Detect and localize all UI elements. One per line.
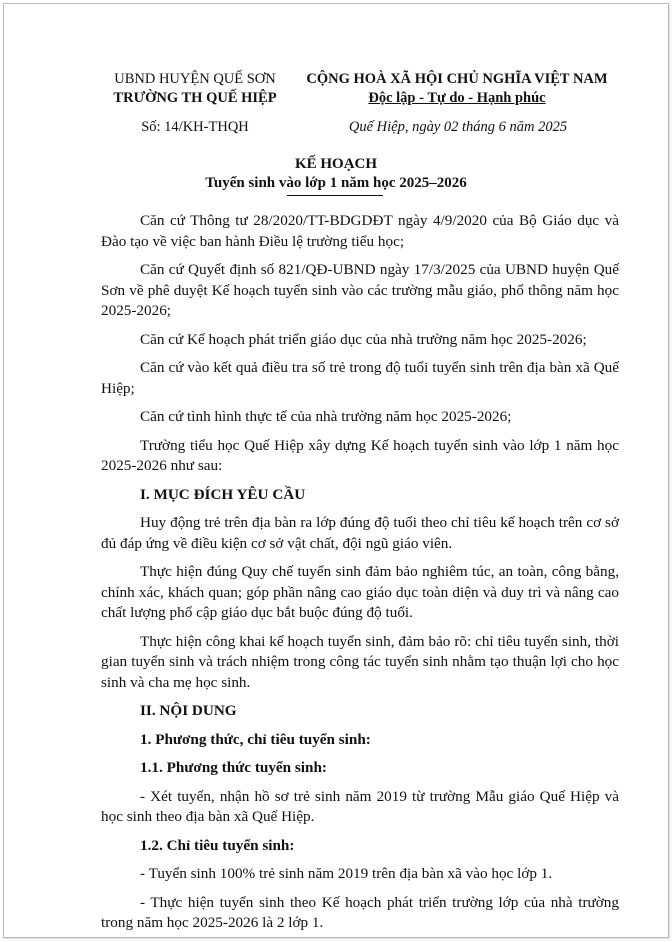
document-subtitle: Tuyển sinh vào lớp 1 năm học 2025–2026 — [205, 175, 467, 191]
legal-basis-5: Căn cứ tình hình thực tế của nhà trường năm học 2025-2026; — [140, 408, 512, 425]
legal-basis-2: Căn cứ Quyết định số 821/QĐ-UBND ngày 17/3/2025 của UBND huyện Quế Sơn về phê duyệt Kế hoạch tuyển sinh vào các trường mẫu giáo, phổ thông năm học 2025-2026; — [101, 261, 619, 319]
document-title: KẾ HOẠCH — [294, 156, 378, 172]
issuer-authority: UBND HUYỆN QUẾ SƠN — [114, 71, 276, 87]
quota-paragraph-1: - Tuyển sinh 100% trẻ sinh năm 2019 trên địa bàn xã vào học lớp 1. — [140, 865, 553, 882]
issuer-school: TRƯỜNG TH QUẾ HIỆP — [113, 90, 277, 106]
issuer-block — [100, 70, 290, 108]
document-number: Số: 14/KH-THQH — [141, 119, 249, 135]
legal-basis-3: Căn cứ Kế hoạch phát triển giáo dục của nhà trường năm học 2025-2026; — [140, 330, 587, 348]
national-title: CỘNG HOÀ XÃ HỘI CHỦ NGHĨA VIỆT NAM — [306, 71, 608, 87]
purpose-paragraph-2: Thực hiện đúng Quy chế tuyển sinh đảm bảo nghiêm túc, an toàn, công bằng, chính xác, khách quan; góp phần nâng cao giáo dục toàn diện và duy trì và nâng cao chất lượng phổ cập giáo dục bắt buộc đúng độ tuổi. — [101, 563, 619, 621]
subsection-heading-1: 1. Phương thức, chỉ tiêu tuyển sinh: — [140, 730, 371, 748]
section-heading-1: I. MỤC ĐÍCH YÊU CẦU — [140, 485, 306, 503]
method-paragraph: - Xét tuyển, nhận hồ sơ trẻ sinh năm 2019 từ trường Mẫu giáo Quế Hiệp và học sinh theo địa bàn xã Quế Hiệp. — [101, 787, 619, 825]
document-body — [101, 211, 619, 942]
purpose-paragraph-3: Thực hiện công khai kế hoạch tuyển sinh, đảm bảo rõ: chỉ tiêu tuyển sinh, thời gian tuyển sinh và trách nhiệm trong công tác tuyển sinh nhằm tạo thuận lợi cho học sinh và cha mẹ học sinh. — [101, 632, 619, 691]
national-motto: Độc lập - Tự do - Hạnh phúc — [368, 90, 546, 106]
section-heading-2: II. NỘI DUNG — [140, 702, 237, 719]
title-underline — [287, 195, 383, 196]
document-date: Quế Hiệp, ngày 02 tháng 6 năm 2025 — [348, 119, 568, 135]
purpose-paragraph-1: Huy động trẻ trên địa bàn ra lớp đúng độ tuổi theo chỉ tiêu kế hoạch trên cơ sở đủ đáp ứng về điều kiện cơ sở vật chất, đội ngũ giáo viên. — [101, 514, 619, 552]
national-heading — [292, 70, 622, 108]
subsection-heading-1-2: 1.2. Chỉ tiêu tuyển sinh: — [140, 836, 295, 854]
quota-paragraph-2: - Thực hiện tuyển sinh theo Kế hoạch phát triển trường lớp của nhà trường trong năm học 2025-2026 là 2 lớp 1. — [101, 893, 619, 931]
legal-basis-1: Căn cứ Thông tư 28/2020/TT-BDGDĐT ngày 4/9/2020 của Bộ Giáo dục và Đào tạo về việc ban hành Điều lệ trường tiểu học; — [101, 212, 619, 250]
subsection-heading-1-1: 1.1. Phương thức tuyển sinh: — [140, 759, 327, 776]
intro-paragraph: Trường tiểu học Quế Hiệp xây dựng Kế hoạch tuyển sinh vào lớp 1 năm học 2025-2026 như sau: — [101, 436, 619, 474]
legal-basis-4: Căn cứ vào kết quả điều tra số trẻ trong độ tuổi tuyển sinh trên địa bàn xã Quế Hiệp; — [101, 359, 619, 397]
